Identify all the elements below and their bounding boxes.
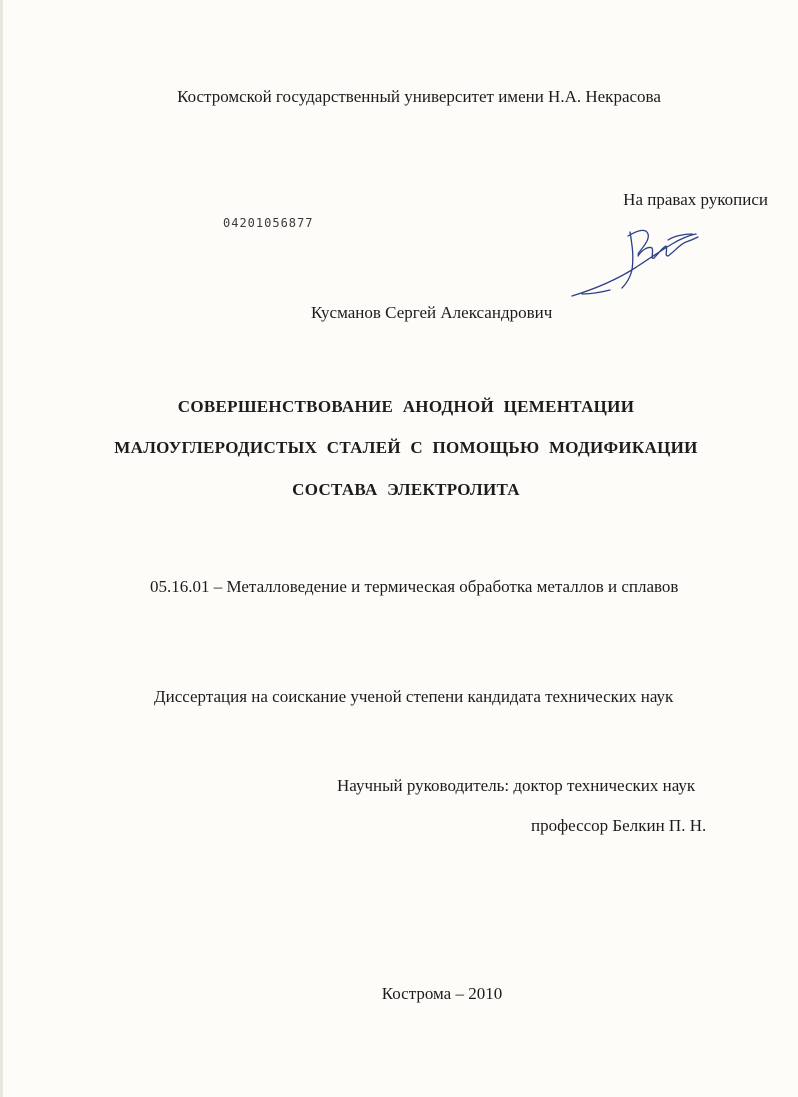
degree-statement: Диссертация на соискание ученой степени кандидата технических наук bbox=[154, 687, 674, 706]
specialty-code: 05.16.01 – Металловедение и термическая обработка металлов и сплавов bbox=[150, 577, 679, 596]
supervisor-line-1: Научный руководитель: доктор технических наук bbox=[337, 776, 696, 795]
dissertation-title-line-3: СОСТАВА ЭЛЕКТРОЛИТА bbox=[292, 480, 520, 499]
university-name: Костромской государственный университет имени Н.А. Некрасова bbox=[177, 87, 661, 106]
dissertation-title-line-2: МАЛОУГЛЕРОДИСТЫХ СТАЛЕЙ С ПОМОЩЬЮ МОДИФИКАЦИИ bbox=[114, 438, 698, 457]
dissertation-title-line-1: СОВЕРШЕНСТВОВАНИЕ АНОДНОЙ ЦЕМЕНТАЦИИ bbox=[177, 397, 635, 416]
author-signature bbox=[568, 222, 704, 304]
manuscript-rights-note: На правах рукописи bbox=[623, 190, 768, 209]
supervisor-line-2: профессор Белкин П. Н. bbox=[531, 816, 707, 835]
author-name: Кусманов Сергей Александрович bbox=[311, 303, 553, 322]
city-and-year: Кострома – 2010 bbox=[381, 984, 503, 1003]
inventory-number-stamp: 04201056877 bbox=[223, 216, 314, 230]
